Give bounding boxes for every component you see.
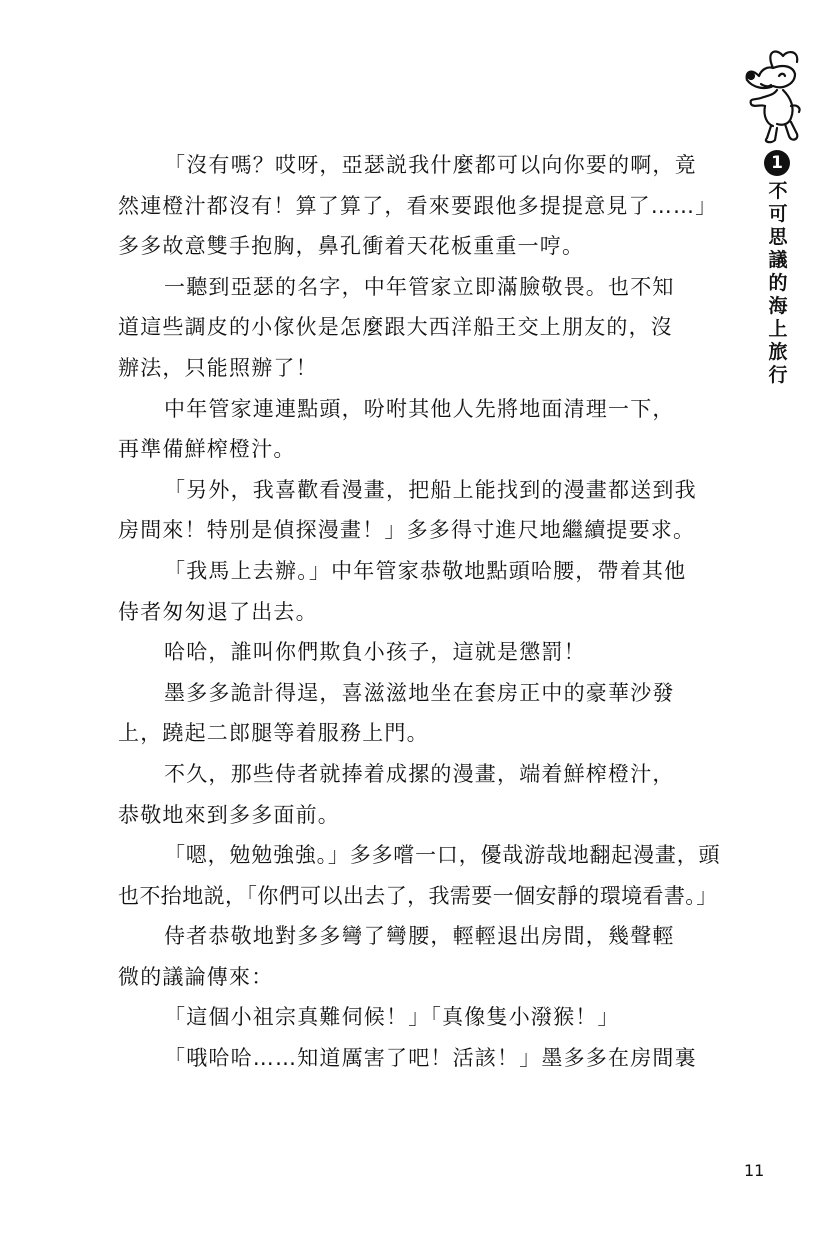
text-line: 哈哈，誰叫你們欺負小孩子，這就是懲罰！	[164, 640, 586, 665]
text-line: 上，蹺起二郎腿等着服務上門。	[118, 721, 429, 746]
text-line: 侍者匆匆退了出去。	[118, 599, 318, 624]
text-line: 不久，那些侍者就捧着成摞的漫畫，端着鮮榨橙汁，	[164, 761, 675, 786]
text-line: 辦法，只能照辦了！	[118, 355, 318, 380]
text-line: 然連橙汁都沒有！算了算了，看來要跟他多提提意見了……」	[118, 193, 718, 218]
text-line: 「另外，我喜歡看漫畫，把船上能找到的漫畫都送到我	[164, 477, 697, 502]
text-line: 房間來！特別是偵探漫畫！」多多得寸進尺地繼續提要求。	[118, 518, 696, 543]
page-number: 11	[744, 1161, 765, 1180]
text-line: 「我馬上去辦。」中年管家恭敬地點頭哈腰，帶着其他	[164, 558, 687, 583]
text-line: 「嗯，勉勉強強。」多多嚐一口，優哉游哉地翻起漫畫，頭	[164, 843, 721, 868]
text-line: 也不抬地説，「你們可以出去了，我需要一個安靜的環境看書。」	[118, 883, 718, 908]
text-line: 一聽到亞瑟的名字，中年管家立即滿臉敬畏。也不知	[164, 274, 675, 299]
text-line: 「哦哈哈……知道厲害了吧！活該！」墨多多在房間裏	[164, 1046, 697, 1071]
text-line: 道這些調皮的小傢伙是怎麼跟大西洋船王交上朋友的，沒	[118, 315, 673, 340]
text-line: 再準備鮮榨橙汁。	[118, 437, 296, 462]
text-line: 「沒有嗎？哎呀，亞瑟説我什麼都可以向你要的啊，竟	[164, 153, 697, 177]
text-line: 侍者恭敬地對多多彎了彎腰，輕輕退出房間，幾聲輕	[164, 924, 675, 949]
text-line: 恭敬地來到多多面前。	[118, 802, 340, 827]
text-line: 多多故意雙手抱胸，鼻孔衝着天花板重重一哼。	[118, 234, 585, 259]
text-line: 微的議論傳來：	[118, 964, 274, 989]
text-line: 墨多多詭計得逞，喜滋滋地坐在套房正中的豪華沙發	[164, 680, 675, 705]
cartoon-dog-icon	[743, 46, 803, 146]
text-line: 「這個小祖宗真難伺候！」「真像隻小潑猴！」	[164, 1005, 620, 1030]
text-line: 中年管家連連點頭，吩咐其他人先將地面清理一下，	[164, 396, 675, 421]
chapter-number-badge: 1	[764, 150, 790, 176]
chapter-title: 不可思議的海上旅行	[768, 180, 788, 386]
body-text	[118, 145, 720, 1079]
